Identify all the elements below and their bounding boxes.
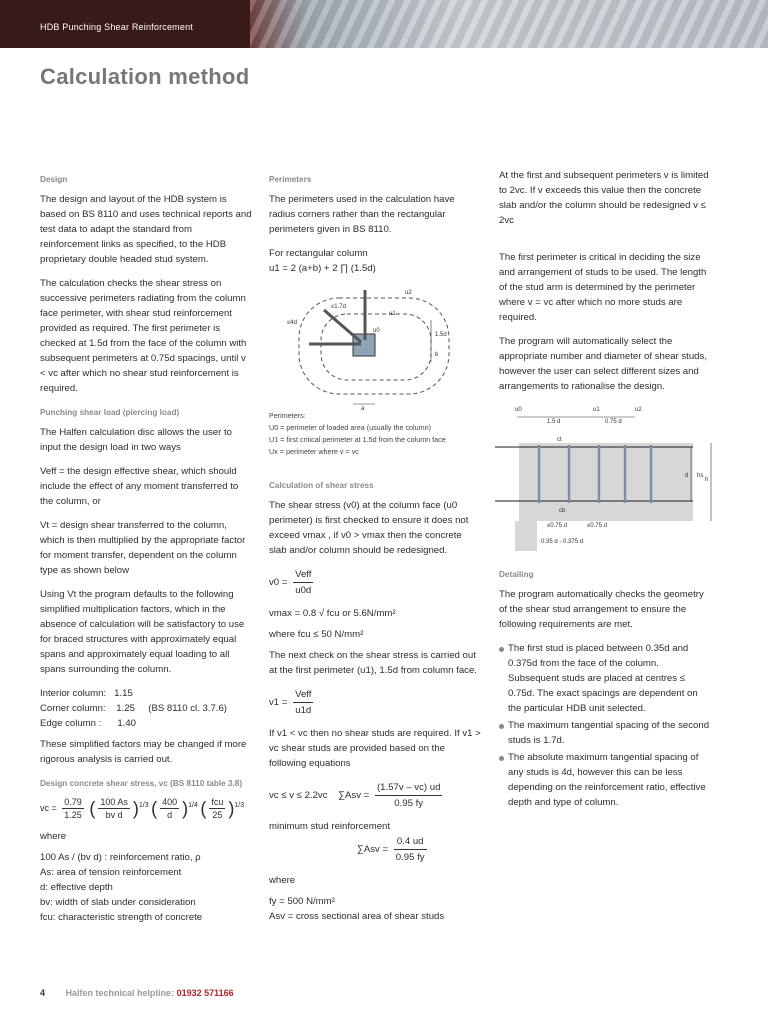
label-spacing-2: ≤0.75 d: [587, 523, 607, 529]
rect-column-label: For rectangular column: [269, 248, 368, 259]
perimeter-diagram: [269, 280, 481, 410]
helpline-phone[interactable]: 01932 571166: [176, 988, 234, 998]
column-2: [269, 172, 481, 924]
header-metal-texture: [250, 0, 768, 48]
page-footer: [40, 988, 234, 998]
column-1: [40, 172, 252, 925]
requirement-tangential-second: The maximum tangential spacing of the second studs is 1.7d.: [499, 718, 711, 748]
u1-formula: u1 = 2 (a+b) + 2 ∏ (1.5d): [269, 263, 376, 274]
perimeters-heading: Perimeters: [269, 175, 312, 184]
label-4d: ≤4d: [287, 320, 297, 326]
studs-required-paragraph: If v1 < vc then no shear studs are required. If v1 > vc shear studs are provided based on the following equations: [269, 728, 481, 769]
detailing-paragraph: The program automatically checks the geometry of the shear stud arrangement to ensure the following requirements are met.: [499, 589, 704, 630]
perimeter-legend-u1: U1 = first critical perimeter at 1.5d from the column face: [269, 435, 446, 444]
label-u0: u0: [373, 328, 380, 334]
v0-formula: v0 = $\frac{\text{Veff}}{u0d}$: [269, 569, 312, 596]
stud-section-diagram: [495, 403, 715, 551]
where-fy: fy = 500 N/mm²: [269, 896, 335, 907]
label-u1: u1: [593, 407, 600, 413]
label-u0: u0: [515, 407, 522, 413]
requirement-tangential-max: The absolute maximum tangential spacing of any studs is 4d, however this can be less depending on the reinforcement ratio, effective depth and type of column.: [499, 750, 711, 810]
detailing-heading: Detailing: [499, 570, 534, 579]
factor-edge: Edge column : 1.40: [40, 718, 136, 729]
slab-section: [519, 443, 693, 521]
vt-definition: Vt = design shear transferred to the column, which is then multiplied by the appropriate factor for moment transfer, dependent on the column type as shown below: [40, 520, 246, 576]
label-a: a: [361, 406, 365, 410]
page-title: Calculation method: [40, 64, 250, 89]
subsequent-perimeters-paragraph: At the first and subsequent perimeters v is limited to 2vc. If v exceeds this value then the concrete slab and/or the column should be redesigned v ≤ 2vc: [499, 170, 709, 226]
vc-lhs: vc =: [40, 802, 57, 813]
design-heading: Design: [40, 175, 68, 184]
perimeter-legend-title: Perimeters:: [269, 411, 306, 420]
punching-shear-heading: Punching shear load (piercing load): [40, 408, 180, 417]
design-paragraph-2: The calculation checks the shear stress on successive perimeters radiating from the column face perimeter, with shear stud reinforcement provided as required. The first perimeter is checked at 1.5d from the face of the column with subsequent perimeters at 0.75d spacings, until v < vc after which no shear stud reinforcement is required.: [40, 278, 247, 394]
asv-min-formula: ∑Asv = $\frac{0.4 ud}{0.95 fy}$: [357, 836, 425, 863]
perimeters-paragraph: The perimeters used in the calculation have radius corners rather than the rectangular perimeters given in BS 8110.: [269, 194, 455, 235]
design-paragraph-1: The design and layout of the HDB system is based on BS 8110 and uses technical reports and test data to adapt the standard from reinforcement links as specified, to the HDB proprietary double headed stud system.: [40, 194, 252, 265]
multiplication-factors-paragraph: Using Vt the program defaults to the following simplified multiplication factors, which in the absence of calculation will be satisfactory to use for braced structures with approximately equal spans and approximately equal loading to all spans surrounding the column.: [40, 589, 245, 675]
vmax-formula: vmax = 0.8 √ fcu or 5.6N/mm²: [269, 608, 396, 619]
factor-interior: Interior column: 1.15: [40, 688, 133, 699]
helpline-label: Halfen technical helpline:: [65, 988, 177, 998]
page-header: [0, 0, 768, 48]
shear-stress-heading: Calculation of shear stress: [269, 481, 374, 490]
vc-fraction-3: $\frac{400}{d}$: [162, 797, 178, 820]
simplified-factors-note: These simplified factors may be changed if more rigorous analysis is carried out.: [40, 739, 247, 765]
label-spacing-1: ≤0.75 d: [547, 523, 567, 529]
where-as: As: area of tension reinforcement: [40, 867, 182, 878]
vc-formula: vc = $\frac{0.79}{1.25}$ ( $\frac{100 As}{\text{bv d}}$ )$^{1/3}$ ( $\frac{400}{d}$ )$^{1/4}$ ( $\frac{\text{fcu}}{25}$ )$^{1/3}$: [40, 797, 245, 820]
label-b: b: [435, 352, 439, 358]
veff-definition: Veff = the design effective shear, which should include the effect of any moment transferred to the column, or: [40, 466, 239, 507]
label-first-stud: 0.35 d - 0.375 d: [541, 539, 584, 545]
label-h: h: [705, 477, 709, 483]
label-1-5d: 1.5d: [435, 332, 447, 338]
perimeter-legend-u0: U0 = perimeter of loaded area (usually the column): [269, 423, 432, 432]
first-perimeter-critical-paragraph: The first perimeter is critical in deciding the size and arrangement of studs to be used. The length of the stud arm is determined by the perimeter where v = vc after which no more studs are required.: [499, 252, 707, 323]
where-d: d: effective depth: [40, 882, 113, 893]
column-3: [499, 168, 711, 812]
vc-fraction-1: $\frac{0.79}{1.25}$: [64, 797, 82, 820]
where-asv: Asv = cross sectional area of shear studs: [269, 911, 445, 922]
factor-corner: Corner column: 1.25 (BS 8110 cl. 3.7.6): [40, 703, 227, 714]
page-number: 4: [40, 988, 46, 998]
perimeter-legend-ux: Ux = perimeter where v = vc: [269, 447, 359, 456]
min-stud-label: minimum stud reinforcement: [269, 821, 391, 832]
requirement-first-stud: The first stud is placed between 0.35d and 0.375d from the face of the column. Subsequent studs are placed at centres ≤ 0.75d. The exact spacings are dependent on the particular HDB unit selected.: [499, 641, 711, 716]
vc-fraction-4: $\frac{\text{fcu}}{25}$: [211, 797, 224, 820]
first-perimeter-paragraph: The next check on the shear stress is carried out at the first perimeter (u1), 1.5d from column face.: [269, 650, 477, 676]
where-fcu: fcu: characteristic strength of concrete: [40, 912, 203, 923]
fcu-limit: where fcu ≤ 50 N/mm²: [269, 629, 364, 640]
concrete-shear-heading: Design concrete shear stress, vc (BS 8110 table 3.8): [40, 779, 243, 788]
label-d: d: [685, 473, 689, 479]
label-0-75d: 0.75 d: [605, 419, 622, 425]
detailing-requirements: [499, 641, 711, 810]
v1-formula: v1 = $\frac{\text{Veff}}{u1d}$: [269, 689, 312, 716]
label-u2: u2: [635, 407, 642, 413]
where-label-2: where: [269, 875, 296, 886]
vc-fraction-2: $\frac{100 As}{\text{bv d}}$: [100, 797, 128, 820]
where-label: where: [40, 831, 67, 842]
program-select-paragraph: The program will automatically select the appropriate number and diameter of shear studs, however the user can select different sizes and arrangements to rationalise the design.: [499, 336, 707, 392]
punching-paragraph-1: The Halfen calculation disc allows the user to input the design load in two ways: [40, 427, 232, 453]
header-title: HDB Punching Shear Reinforcement: [40, 22, 193, 32]
label-1-7d: ≤1.7d: [331, 304, 346, 310]
shear-stress-paragraph: The shear stress (v0) at the column face (u0 perimeter) is first checked to ensure it does not exceed vmax , if v0 > vmax then the concrete slab and/or column should be redesigned.: [269, 500, 469, 556]
label-1-5d: 1.5 d: [547, 419, 561, 425]
where-rho: 100 As / (bv d) : reinforcement ratio, ρ: [40, 852, 201, 863]
label-ct: ct: [557, 437, 562, 443]
label-hs: hs: [697, 473, 704, 479]
where-bv: bv: width of slab under consideration: [40, 897, 196, 908]
perimeter-u1: [321, 314, 431, 380]
label-u2: u2: [405, 290, 412, 296]
label-cb: cb: [559, 508, 566, 514]
column-section: [515, 521, 537, 551]
label-u1: u1: [389, 311, 396, 317]
asv-formula: vc ≤ v ≤ 2.2vc ∑Asv = $\frac{(1.57v - vc) ud}{0.95 fy}$: [269, 782, 441, 809]
